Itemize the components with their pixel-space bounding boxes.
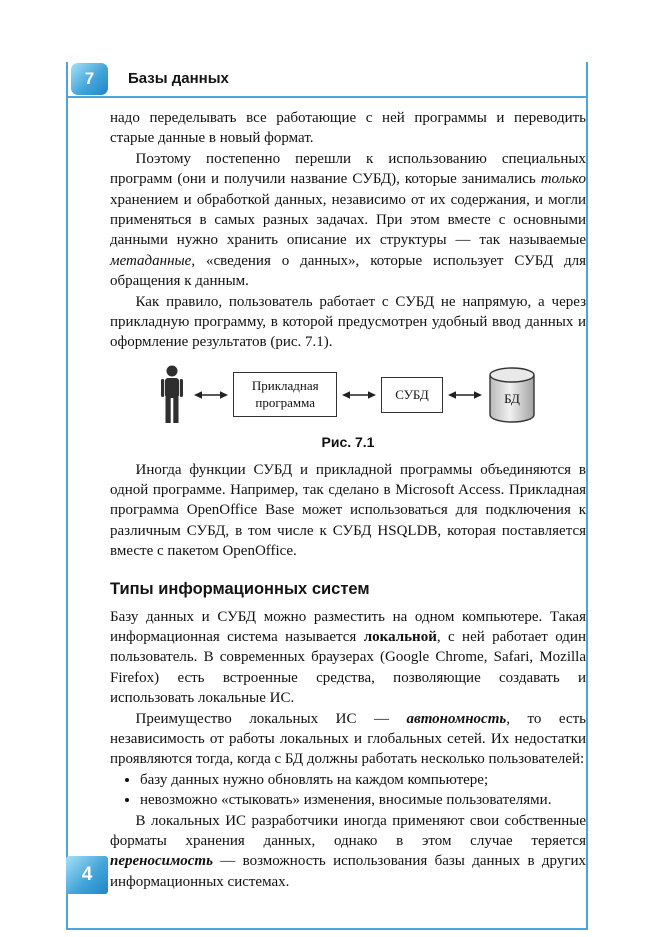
bullet-list bbox=[110, 770, 586, 811]
figure-7-1 bbox=[110, 365, 586, 450]
header-rule bbox=[66, 96, 588, 98]
paragraph: Поэтому постепенно перешли к использованию специальных программ (они и получили название СУБД), которые занимались только хранением и обработкой данных, независимо от их содержания, и могли применяться в самых разных задачах. При этом вместе с основными данными нужно хранить описание их структуры — так называемые метаданные, «сведения о данных», которые использует СУБД для обращения к данным. bbox=[110, 150, 586, 290]
database-label: БД bbox=[503, 390, 520, 406]
bullet-item: • базу данных нужно обновлять на каждом компьютере; bbox=[140, 770, 586, 790]
paragraph: Как правило, пользователь работает с СУБД не напрямую, а через прикладную программу, в которой предусмотрен удобный ввод данных и оформление результатов (рис. 7.1). bbox=[110, 293, 586, 351]
frame-right-rule bbox=[586, 62, 588, 930]
double-arrow-icon bbox=[342, 389, 376, 401]
database-cylinder-icon bbox=[487, 366, 537, 424]
double-arrow-icon bbox=[194, 389, 228, 401]
paragraph: надо переделывать все работающие с ней программы и переводить старые данные в новый формат. bbox=[110, 110, 586, 147]
chapter-number-badge: 7 bbox=[71, 63, 108, 95]
figure-caption: Рис. 7.1 bbox=[321, 433, 375, 450]
paragraph: Преимущество локальных ИС — автономность, то есть независимость от работы локальных и глобальных сетей. Их недостатки проявляются тогда, когда с БД должны работать несколько пользователей: bbox=[110, 710, 586, 768]
frame-bottom-rule bbox=[66, 928, 588, 930]
paragraph: В локальных ИС разработчики иногда применяют свои собственные форматы хранения данных, однако в этом случае теряется переносимость — возможность использования базы данных в других информационных системах. bbox=[110, 812, 586, 890]
person-icon bbox=[159, 365, 185, 425]
double-arrow-icon bbox=[448, 389, 482, 401]
page-number-badge: 4 bbox=[66, 856, 108, 894]
paragraph: Базу данных и СУБД можно разместить на одном компьютере. Такая информационная система называется локальной, с ней работает один пользователь. В современных браузерах (Google Chrome, Safari, Mozilla Firefox) есть встроенные средства, позволяющие создавать и использовать локальные ИС. bbox=[110, 608, 586, 707]
frame-left-rule bbox=[66, 62, 68, 930]
application-program-box: Прикладная программа bbox=[233, 372, 337, 417]
chapter-title: Базы данных bbox=[128, 70, 229, 87]
page-content bbox=[110, 108, 586, 892]
dbms-box: СУБД bbox=[381, 377, 443, 413]
section-heading: Типы информационных систем bbox=[110, 579, 370, 598]
bullet-item: • невозможно «стыковать» изменения, вносимые пользователями. bbox=[140, 790, 586, 810]
figure-diagram bbox=[110, 365, 586, 425]
paragraph: Иногда функции СУБД и прикладной программы объединяются в одной программе. Например, так сделано в Microsoft Access. Прикладная программа OpenOffice Base может использоваться для подключения к различным СУБД, в том числе к СУБД HSQLDB, которая поставляется вместе с пакетом OpenOffice. bbox=[110, 461, 586, 560]
